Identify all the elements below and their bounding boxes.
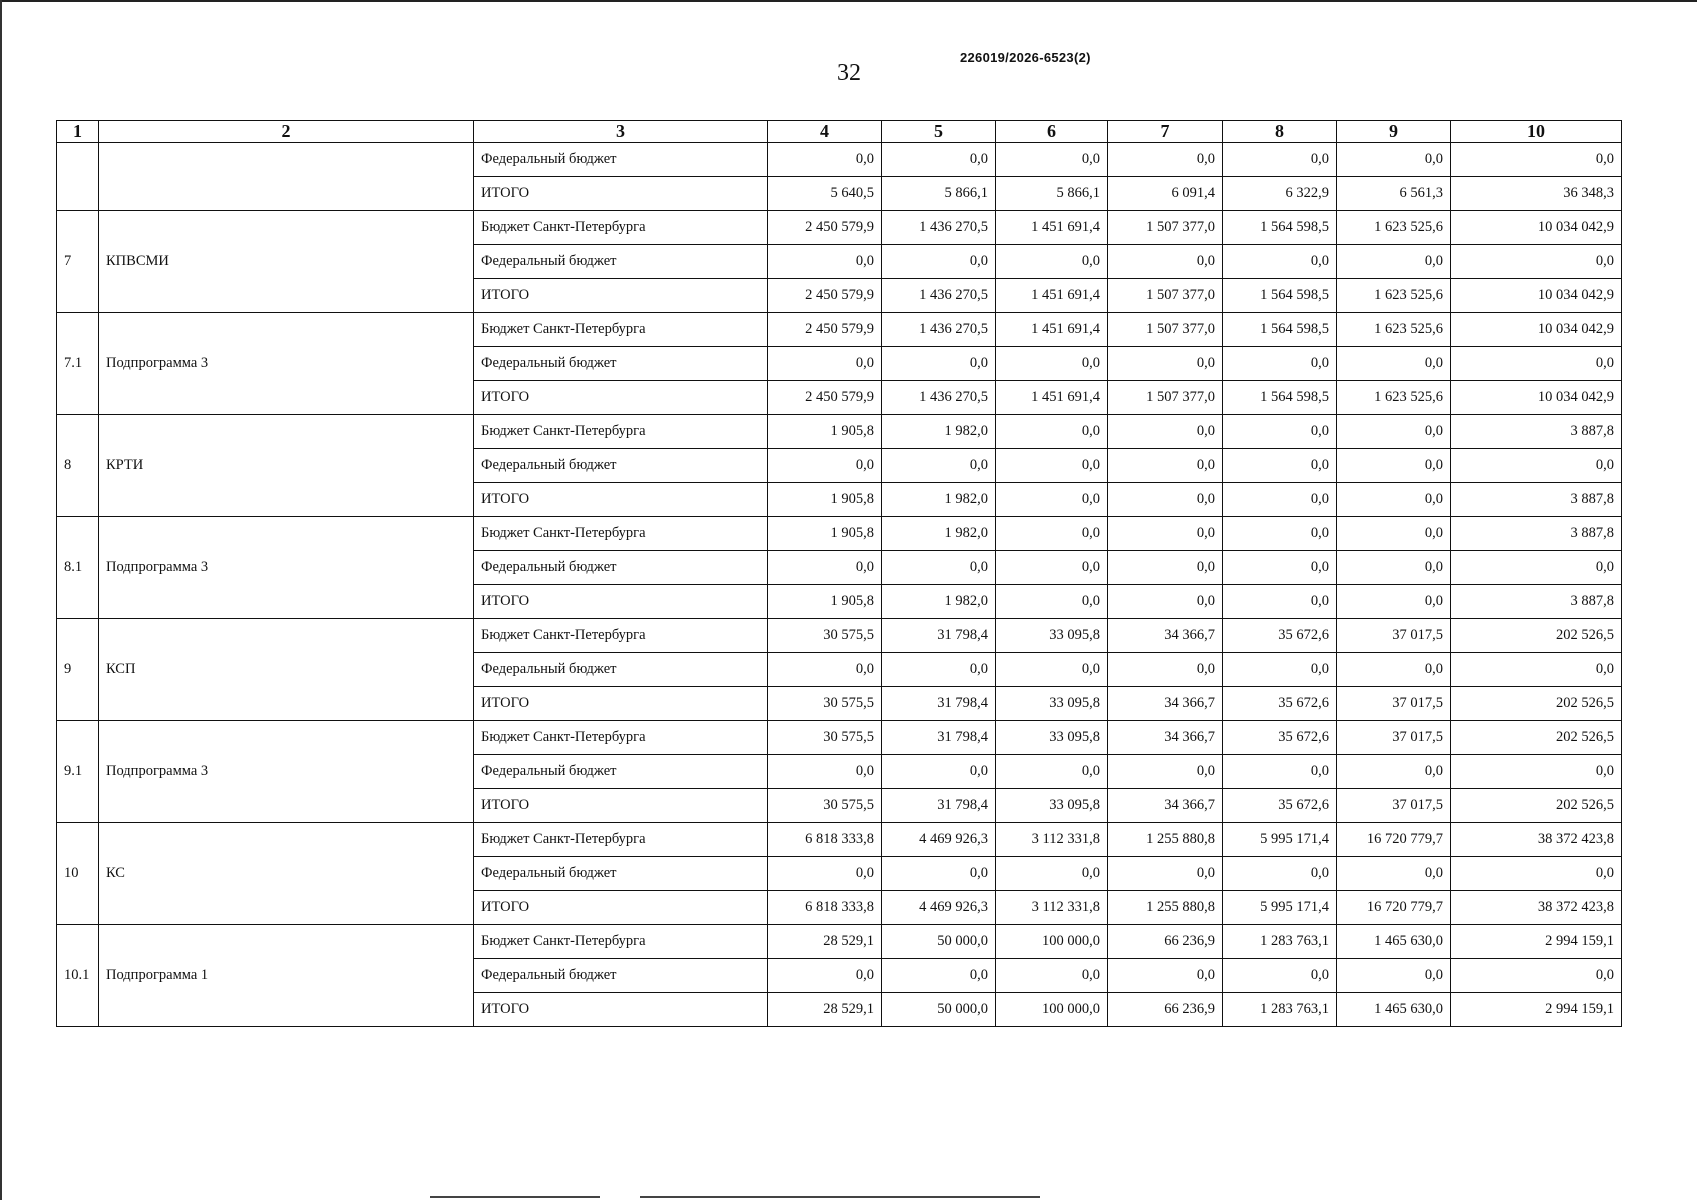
funding-source-cell: ИТОГО <box>474 585 768 619</box>
value-cell-col-10: 0,0 <box>1451 347 1622 381</box>
value-cell-col-10: 0,0 <box>1451 551 1622 585</box>
item-name-cell: Подпрограмма 3 <box>99 517 474 619</box>
value-cell-col-10: 10 034 042,9 <box>1451 211 1622 245</box>
value-cell-col-4: 2 450 579,9 <box>768 279 882 313</box>
value-cell-col-6: 33 095,8 <box>996 721 1108 755</box>
value-cell-col-9: 0,0 <box>1337 245 1451 279</box>
value-cell-col-7: 0,0 <box>1108 245 1223 279</box>
value-cell-col-5: 31 798,4 <box>882 789 996 823</box>
value-cell-col-9: 0,0 <box>1337 415 1451 449</box>
column-header-8: 8 <box>1223 121 1337 143</box>
table-row <box>57 721 1622 755</box>
item-name-cell: КРТИ <box>99 415 474 517</box>
row-number-cell: 8.1 <box>57 517 99 619</box>
value-cell-col-10: 10 034 042,9 <box>1451 279 1622 313</box>
value-cell-col-7: 34 366,7 <box>1108 721 1223 755</box>
row-number-cell: 7.1 <box>57 313 99 415</box>
funding-source-cell: Федеральный бюджет <box>474 449 768 483</box>
table-row <box>57 925 1622 959</box>
value-cell-col-8: 0,0 <box>1223 143 1337 177</box>
value-cell-col-9: 1 623 525,6 <box>1337 279 1451 313</box>
value-cell-col-5: 4 469 926,3 <box>882 891 996 925</box>
value-cell-col-7: 1 507 377,0 <box>1108 313 1223 347</box>
value-cell-col-6: 0,0 <box>996 415 1108 449</box>
value-cell-col-4: 30 575,5 <box>768 619 882 653</box>
value-cell-col-5: 0,0 <box>882 143 996 177</box>
value-cell-col-8: 35 672,6 <box>1223 789 1337 823</box>
value-cell-col-7: 6 091,4 <box>1108 177 1223 211</box>
funding-source-cell: ИТОГО <box>474 279 768 313</box>
item-name-cell: Подпрограмма 1 <box>99 925 474 1027</box>
value-cell-col-9: 37 017,5 <box>1337 619 1451 653</box>
value-cell-col-7: 0,0 <box>1108 449 1223 483</box>
row-number-cell: 10 <box>57 823 99 925</box>
value-cell-col-8: 0,0 <box>1223 415 1337 449</box>
value-cell-col-7: 0,0 <box>1108 551 1223 585</box>
funding-source-cell: Бюджет Санкт-Петербурга <box>474 517 768 551</box>
value-cell-col-9: 0,0 <box>1337 143 1451 177</box>
value-cell-col-8: 35 672,6 <box>1223 687 1337 721</box>
funding-source-cell: Бюджет Санкт-Петербурга <box>474 211 768 245</box>
value-cell-col-9: 1 465 630,0 <box>1337 993 1451 1027</box>
value-cell-col-8: 35 672,6 <box>1223 619 1337 653</box>
table-row <box>57 313 1622 347</box>
value-cell-col-4: 6 818 333,8 <box>768 823 882 857</box>
table-row <box>57 415 1622 449</box>
value-cell-col-4: 0,0 <box>768 347 882 381</box>
row-number-cell: 7 <box>57 211 99 313</box>
column-header-7: 7 <box>1108 121 1223 143</box>
value-cell-col-7: 0,0 <box>1108 347 1223 381</box>
funding-source-cell: Бюджет Санкт-Петербурга <box>474 823 768 857</box>
page-number: 32 <box>837 60 861 86</box>
value-cell-col-9: 6 561,3 <box>1337 177 1451 211</box>
value-cell-col-4: 6 818 333,8 <box>768 891 882 925</box>
value-cell-col-9: 1 623 525,6 <box>1337 211 1451 245</box>
value-cell-col-6: 100 000,0 <box>996 993 1108 1027</box>
value-cell-col-9: 1 623 525,6 <box>1337 313 1451 347</box>
value-cell-col-8: 1 564 598,5 <box>1223 313 1337 347</box>
value-cell-col-7: 34 366,7 <box>1108 687 1223 721</box>
value-cell-col-7: 66 236,9 <box>1108 993 1223 1027</box>
value-cell-col-8: 0,0 <box>1223 551 1337 585</box>
value-cell-col-5: 1 436 270,5 <box>882 381 996 415</box>
value-cell-col-6: 0,0 <box>996 517 1108 551</box>
value-cell-col-4: 1 905,8 <box>768 517 882 551</box>
value-cell-col-6: 0,0 <box>996 449 1108 483</box>
value-cell-col-8: 0,0 <box>1223 653 1337 687</box>
value-cell-col-9: 0,0 <box>1337 755 1451 789</box>
funding-source-cell: Федеральный бюджет <box>474 653 768 687</box>
value-cell-col-6: 33 095,8 <box>996 619 1108 653</box>
value-cell-col-5: 1 982,0 <box>882 415 996 449</box>
value-cell-col-6: 0,0 <box>996 347 1108 381</box>
table-row <box>57 823 1622 857</box>
value-cell-col-5: 31 798,4 <box>882 721 996 755</box>
funding-source-cell: ИТОГО <box>474 483 768 517</box>
value-cell-col-7: 0,0 <box>1108 857 1223 891</box>
value-cell-col-8: 5 995 171,4 <box>1223 823 1337 857</box>
value-cell-col-7: 0,0 <box>1108 415 1223 449</box>
value-cell-col-8: 1 564 598,5 <box>1223 381 1337 415</box>
value-cell-col-4: 2 450 579,9 <box>768 211 882 245</box>
value-cell-col-10: 202 526,5 <box>1451 619 1622 653</box>
value-cell-col-8: 6 322,9 <box>1223 177 1337 211</box>
value-cell-col-10: 202 526,5 <box>1451 789 1622 823</box>
value-cell-col-7: 0,0 <box>1108 653 1223 687</box>
value-cell-col-5: 1 982,0 <box>882 585 996 619</box>
value-cell-col-7: 0,0 <box>1108 959 1223 993</box>
value-cell-col-8: 0,0 <box>1223 585 1337 619</box>
value-cell-col-10: 0,0 <box>1451 959 1622 993</box>
value-cell-col-8: 1 564 598,5 <box>1223 211 1337 245</box>
funding-source-cell: ИТОГО <box>474 381 768 415</box>
column-header-1: 1 <box>57 121 99 143</box>
value-cell-col-5: 0,0 <box>882 857 996 891</box>
item-name-cell: Подпрограмма 3 <box>99 721 474 823</box>
value-cell-col-4: 5 640,5 <box>768 177 882 211</box>
value-cell-col-8: 1 283 763,1 <box>1223 993 1337 1027</box>
value-cell-col-5: 4 469 926,3 <box>882 823 996 857</box>
table-row <box>57 211 1622 245</box>
value-cell-col-5: 0,0 <box>882 653 996 687</box>
value-cell-col-4: 30 575,5 <box>768 789 882 823</box>
value-cell-col-7: 1 507 377,0 <box>1108 279 1223 313</box>
funding-source-cell: Федеральный бюджет <box>474 143 768 177</box>
funding-source-cell: Бюджет Санкт-Петербурга <box>474 619 768 653</box>
scan-top-edge <box>0 0 1697 2</box>
funding-source-cell: ИТОГО <box>474 891 768 925</box>
value-cell-col-10: 3 887,8 <box>1451 483 1622 517</box>
value-cell-col-6: 0,0 <box>996 551 1108 585</box>
value-cell-col-6: 1 451 691,4 <box>996 211 1108 245</box>
value-cell-col-6: 1 451 691,4 <box>996 313 1108 347</box>
value-cell-col-9: 1 465 630,0 <box>1337 925 1451 959</box>
budget-table <box>56 120 1622 1027</box>
value-cell-col-6: 0,0 <box>996 245 1108 279</box>
item-name-cell: КПВСМИ <box>99 211 474 313</box>
value-cell-col-4: 0,0 <box>768 653 882 687</box>
funding-source-cell: Бюджет Санкт-Петербурга <box>474 415 768 449</box>
value-cell-col-7: 0,0 <box>1108 143 1223 177</box>
item-name-cell: Подпрограмма 3 <box>99 313 474 415</box>
value-cell-col-10: 3 887,8 <box>1451 415 1622 449</box>
funding-source-cell: ИТОГО <box>474 687 768 721</box>
value-cell-col-4: 0,0 <box>768 449 882 483</box>
row-number-cell: 9 <box>57 619 99 721</box>
value-cell-col-4: 2 450 579,9 <box>768 313 882 347</box>
value-cell-col-9: 0,0 <box>1337 653 1451 687</box>
funding-source-cell: Бюджет Санкт-Петербурга <box>474 721 768 755</box>
value-cell-col-9: 0,0 <box>1337 483 1451 517</box>
column-header-10: 10 <box>1451 121 1622 143</box>
value-cell-col-10: 0,0 <box>1451 755 1622 789</box>
header-row <box>57 121 1622 143</box>
value-cell-col-7: 0,0 <box>1108 517 1223 551</box>
column-header-3: 3 <box>474 121 768 143</box>
value-cell-col-5: 0,0 <box>882 959 996 993</box>
row-number-cell: 9.1 <box>57 721 99 823</box>
value-cell-col-6: 100 000,0 <box>996 925 1108 959</box>
value-cell-col-7: 66 236,9 <box>1108 925 1223 959</box>
item-name-cell: КС <box>99 823 474 925</box>
row-number-cell <box>57 143 99 211</box>
value-cell-col-7: 1 255 880,8 <box>1108 891 1223 925</box>
value-cell-col-6: 1 451 691,4 <box>996 279 1108 313</box>
row-number-cell: 8 <box>57 415 99 517</box>
column-header-6: 6 <box>996 121 1108 143</box>
value-cell-col-7: 1 255 880,8 <box>1108 823 1223 857</box>
value-cell-col-10: 2 994 159,1 <box>1451 925 1622 959</box>
value-cell-col-4: 0,0 <box>768 551 882 585</box>
table-row <box>57 517 1622 551</box>
value-cell-col-6: 0,0 <box>996 585 1108 619</box>
value-cell-col-8: 1 564 598,5 <box>1223 279 1337 313</box>
value-cell-col-5: 0,0 <box>882 347 996 381</box>
value-cell-col-7: 34 366,7 <box>1108 619 1223 653</box>
value-cell-col-6: 5 866,1 <box>996 177 1108 211</box>
value-cell-col-4: 30 575,5 <box>768 721 882 755</box>
value-cell-col-8: 35 672,6 <box>1223 721 1337 755</box>
value-cell-col-8: 0,0 <box>1223 449 1337 483</box>
column-header-5: 5 <box>882 121 996 143</box>
value-cell-col-4: 0,0 <box>768 143 882 177</box>
value-cell-col-4: 1 905,8 <box>768 415 882 449</box>
table-body <box>57 143 1622 1027</box>
value-cell-col-9: 0,0 <box>1337 347 1451 381</box>
value-cell-col-6: 0,0 <box>996 143 1108 177</box>
funding-source-cell: ИТОГО <box>474 993 768 1027</box>
value-cell-col-10: 3 887,8 <box>1451 517 1622 551</box>
value-cell-col-5: 0,0 <box>882 551 996 585</box>
value-cell-col-10: 10 034 042,9 <box>1451 381 1622 415</box>
item-name-cell: КСП <box>99 619 474 721</box>
value-cell-col-10: 10 034 042,9 <box>1451 313 1622 347</box>
value-cell-col-5: 50 000,0 <box>882 993 996 1027</box>
value-cell-col-8: 5 995 171,4 <box>1223 891 1337 925</box>
value-cell-col-5: 31 798,4 <box>882 619 996 653</box>
scan-artifact <box>640 1196 1040 1198</box>
funding-source-cell: Федеральный бюджет <box>474 551 768 585</box>
value-cell-col-8: 1 283 763,1 <box>1223 925 1337 959</box>
value-cell-col-6: 0,0 <box>996 755 1108 789</box>
value-cell-col-9: 0,0 <box>1337 449 1451 483</box>
value-cell-col-9: 16 720 779,7 <box>1337 891 1451 925</box>
value-cell-col-5: 1 982,0 <box>882 517 996 551</box>
value-cell-col-6: 0,0 <box>996 857 1108 891</box>
value-cell-col-6: 33 095,8 <box>996 789 1108 823</box>
funding-source-cell: Бюджет Санкт-Петербурга <box>474 925 768 959</box>
value-cell-col-8: 0,0 <box>1223 857 1337 891</box>
value-cell-col-4: 0,0 <box>768 857 882 891</box>
value-cell-col-8: 0,0 <box>1223 245 1337 279</box>
funding-source-cell: Федеральный бюджет <box>474 857 768 891</box>
value-cell-col-10: 202 526,5 <box>1451 721 1622 755</box>
funding-source-cell: Федеральный бюджет <box>474 755 768 789</box>
value-cell-col-9: 37 017,5 <box>1337 721 1451 755</box>
value-cell-col-7: 1 507 377,0 <box>1108 211 1223 245</box>
value-cell-col-7: 34 366,7 <box>1108 789 1223 823</box>
value-cell-col-6: 0,0 <box>996 483 1108 517</box>
value-cell-col-9: 37 017,5 <box>1337 687 1451 721</box>
table-row <box>57 619 1622 653</box>
scan-artifact <box>430 1196 600 1198</box>
item-name-cell <box>99 143 474 211</box>
value-cell-col-9: 0,0 <box>1337 585 1451 619</box>
value-cell-col-10: 3 887,8 <box>1451 585 1622 619</box>
value-cell-col-4: 1 905,8 <box>768 483 882 517</box>
value-cell-col-10: 0,0 <box>1451 857 1622 891</box>
value-cell-col-6: 3 112 331,8 <box>996 823 1108 857</box>
row-number-cell: 10.1 <box>57 925 99 1027</box>
value-cell-col-10: 38 372 423,8 <box>1451 891 1622 925</box>
value-cell-col-9: 0,0 <box>1337 551 1451 585</box>
table-row <box>57 143 1622 177</box>
value-cell-col-7: 0,0 <box>1108 585 1223 619</box>
funding-source-cell: Федеральный бюджет <box>474 347 768 381</box>
value-cell-col-10: 36 348,3 <box>1451 177 1622 211</box>
value-cell-col-8: 0,0 <box>1223 755 1337 789</box>
value-cell-col-10: 2 994 159,1 <box>1451 993 1622 1027</box>
column-header-2: 2 <box>99 121 474 143</box>
value-cell-col-9: 0,0 <box>1337 517 1451 551</box>
funding-source-cell: ИТОГО <box>474 177 768 211</box>
value-cell-col-4: 2 450 579,9 <box>768 381 882 415</box>
value-cell-col-8: 0,0 <box>1223 483 1337 517</box>
value-cell-col-10: 38 372 423,8 <box>1451 823 1622 857</box>
value-cell-col-4: 0,0 <box>768 959 882 993</box>
funding-source-cell: Федеральный бюджет <box>474 959 768 993</box>
value-cell-col-6: 1 451 691,4 <box>996 381 1108 415</box>
funding-source-cell: Бюджет Санкт-Петербурга <box>474 313 768 347</box>
value-cell-col-5: 50 000,0 <box>882 925 996 959</box>
value-cell-col-10: 0,0 <box>1451 245 1622 279</box>
value-cell-col-4: 1 905,8 <box>768 585 882 619</box>
value-cell-col-4: 30 575,5 <box>768 687 882 721</box>
value-cell-col-8: 0,0 <box>1223 347 1337 381</box>
value-cell-col-5: 1 436 270,5 <box>882 313 996 347</box>
value-cell-col-5: 1 982,0 <box>882 483 996 517</box>
value-cell-col-10: 0,0 <box>1451 143 1622 177</box>
value-cell-col-5: 31 798,4 <box>882 687 996 721</box>
value-cell-col-8: 0,0 <box>1223 959 1337 993</box>
value-cell-col-9: 0,0 <box>1337 959 1451 993</box>
value-cell-col-6: 0,0 <box>996 959 1108 993</box>
column-header-9: 9 <box>1337 121 1451 143</box>
value-cell-col-10: 0,0 <box>1451 449 1622 483</box>
value-cell-col-8: 0,0 <box>1223 517 1337 551</box>
value-cell-col-6: 33 095,8 <box>996 687 1108 721</box>
value-cell-col-5: 1 436 270,5 <box>882 211 996 245</box>
scan-left-edge <box>0 0 2 1200</box>
value-cell-col-7: 0,0 <box>1108 755 1223 789</box>
value-cell-col-6: 0,0 <box>996 653 1108 687</box>
value-cell-col-7: 1 507 377,0 <box>1108 381 1223 415</box>
funding-source-cell: Федеральный бюджет <box>474 245 768 279</box>
funding-source-cell: ИТОГО <box>474 789 768 823</box>
value-cell-col-5: 0,0 <box>882 449 996 483</box>
value-cell-col-4: 28 529,1 <box>768 993 882 1027</box>
value-cell-col-10: 202 526,5 <box>1451 687 1622 721</box>
column-header-4: 4 <box>768 121 882 143</box>
value-cell-col-7: 0,0 <box>1108 483 1223 517</box>
value-cell-col-5: 1 436 270,5 <box>882 279 996 313</box>
value-cell-col-4: 0,0 <box>768 755 882 789</box>
value-cell-col-9: 16 720 779,7 <box>1337 823 1451 857</box>
value-cell-col-9: 1 623 525,6 <box>1337 381 1451 415</box>
value-cell-col-5: 5 866,1 <box>882 177 996 211</box>
value-cell-col-4: 28 529,1 <box>768 925 882 959</box>
value-cell-col-9: 37 017,5 <box>1337 789 1451 823</box>
value-cell-col-10: 0,0 <box>1451 653 1622 687</box>
value-cell-col-4: 0,0 <box>768 245 882 279</box>
value-cell-col-9: 0,0 <box>1337 857 1451 891</box>
value-cell-col-5: 0,0 <box>882 755 996 789</box>
value-cell-col-5: 0,0 <box>882 245 996 279</box>
value-cell-col-6: 3 112 331,8 <box>996 891 1108 925</box>
document-registration-number: 226019/2026-6523(2) <box>960 50 1091 65</box>
